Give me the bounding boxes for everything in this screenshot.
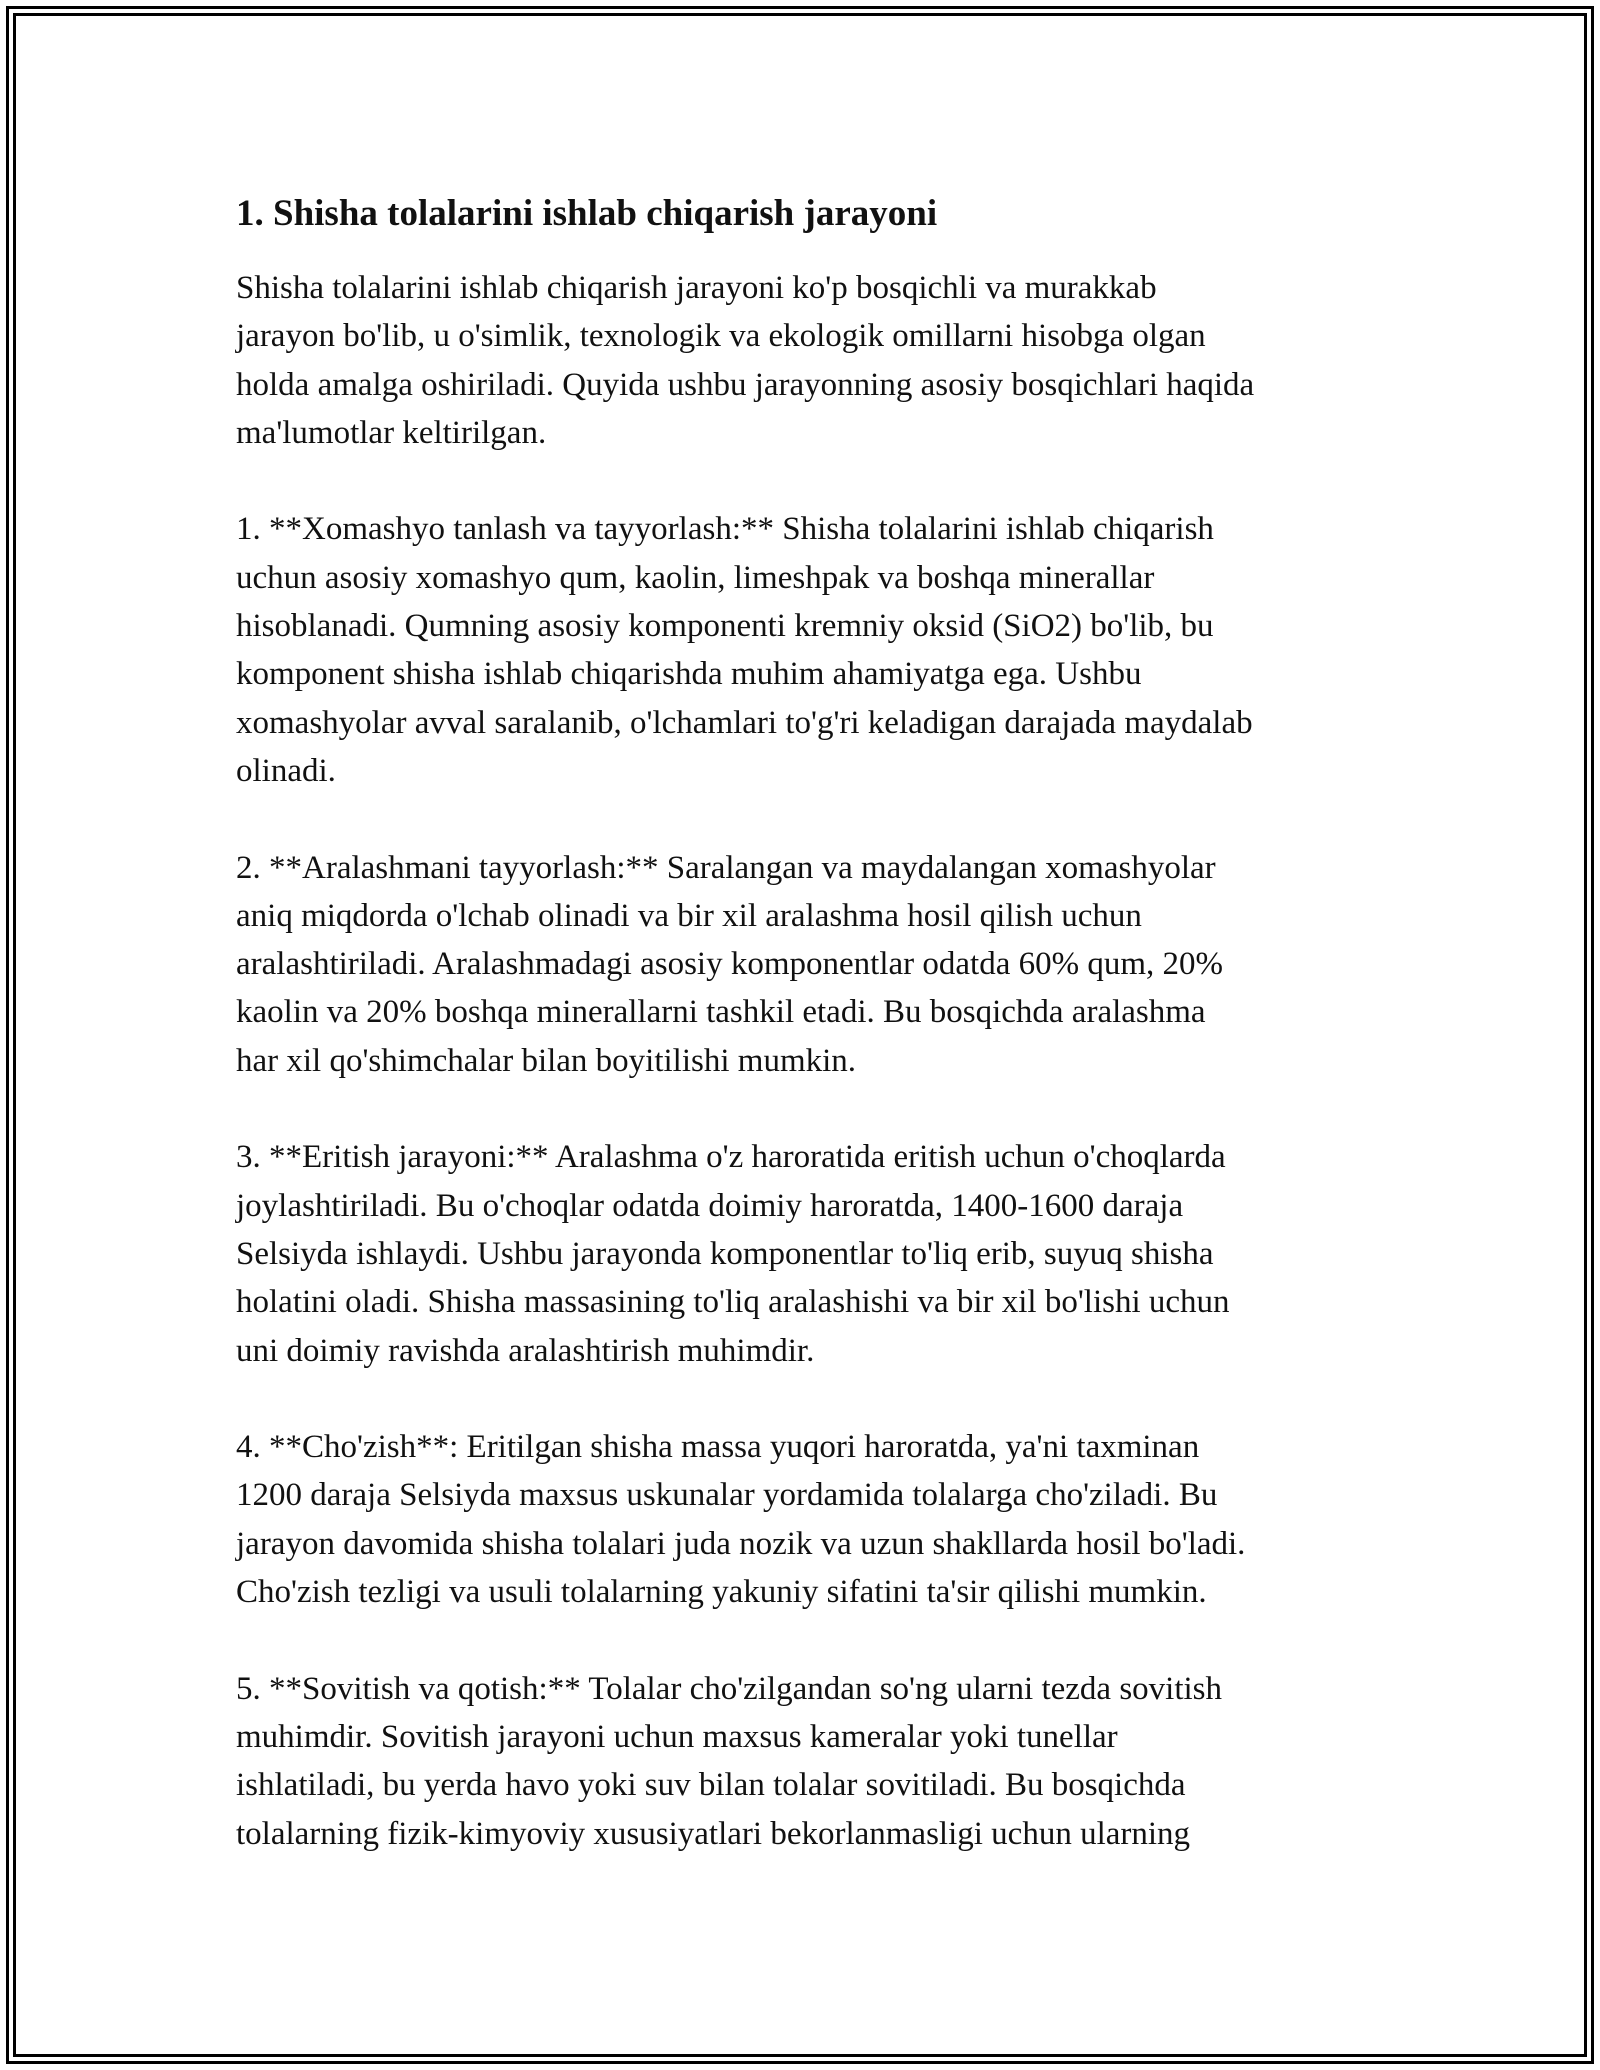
paragraph-spacer xyxy=(236,457,1376,505)
document-title: 1. Shisha tolalarini ishlab chiqarish jarayoni xyxy=(236,193,938,234)
step-5-paragraph: 5. **Sovitish va qotish:** Tolalar cho'zilgandan so'ng ularni tezda sovitish muhimdir. Sovitish jarayoni uchun maxsus kameralar yoki tunellar ishlatiladi, bu yerda havo yoki suv bilan tolalar sovitiladi. Bu bosqichda tolalarning fizik-kimyoviy xususiyatlari bekorlanmasligi uchun ularning xyxy=(236,1670,1223,1852)
paragraph-spacer xyxy=(236,795,1376,843)
paragraph-spacer xyxy=(236,1616,1376,1664)
paragraph-spacer xyxy=(236,1375,1376,1423)
step-2-paragraph: 2. **Aralashmani tayyorlash:** Saralangan va maydalangan xomashyolar aniq miqdorda o'lchab olinadi va bir xil aralashma hosil qilish uchun aralashtiriladi. Aralashmadagi asosiy komponentlar odatda 60% qum, 20% kaolin va 20% boshqa minerallarni tashkil etadi. Bu bosqichda aralashma har xil qo'shimchalar bilan boyitilishi mumkin. xyxy=(236,849,1224,1079)
document-body xyxy=(236,184,1376,1858)
step-1-paragraph: 1. **Xomashyo tanlash va tayyorlash:** Shisha tolalarini ishlab chiqarish uchun asosiy xomashyo qum, kaolin, limeshpak va boshqa minerallar hisoblanadi. Qumning asosiy komponenti kremniy oksid (SiO2) bo'lib, bu komponent shisha ishlab chiqarishda muhim ahamiyatga ega. Ushbu xomashyolar avval saralanib, o'lchamlari to'g'ri keladigan darajada maydalab olinadi. xyxy=(236,511,1253,789)
step-3-paragraph: 3. **Eritish jarayoni:** Aralashma o'z haroratida eritish uchun o'choqlarda joylashtiriladi. Bu o'choqlar odatda doimiy haroratda, 1400-1600 daraja Selsiyda ishlaydi. Ushbu jarayonda komponentlar to'liq erib, suyuq shisha holatini oladi. Shisha massasining to'liq aralashishi va bir xil bo'lishi uchun uni doimiy ravishda aralashtirish muhimdir. xyxy=(236,1139,1230,1369)
step-4-paragraph: 4. **Cho'zish**: Eritilgan shisha massa yuqori haroratda, ya'ni taxminan 1200 daraja Selsiyda maxsus uskunalar yordamida tolalarga cho'ziladi. Bu jarayon davomida shisha tolalari juda nozik va uzun shakllarda hosil bo'ladi. Cho'zish tezligi va usuli tolalarning yakuniy sifatini ta'sir qilishi mumkin. xyxy=(236,1429,1246,1611)
intro-paragraph: Shisha tolalarini ishlab chiqarish jarayoni ko'p bosqichli va murakkab jarayon bo'lib, u o'simlik, texnologik va ekologik omillarni hisobga olgan holda amalga oshiriladi. Quyida ushbu jarayonning asosiy bosqichlari haqida ma'lumotlar keltirilgan. xyxy=(236,270,1255,451)
paragraph-spacer xyxy=(236,1085,1376,1133)
